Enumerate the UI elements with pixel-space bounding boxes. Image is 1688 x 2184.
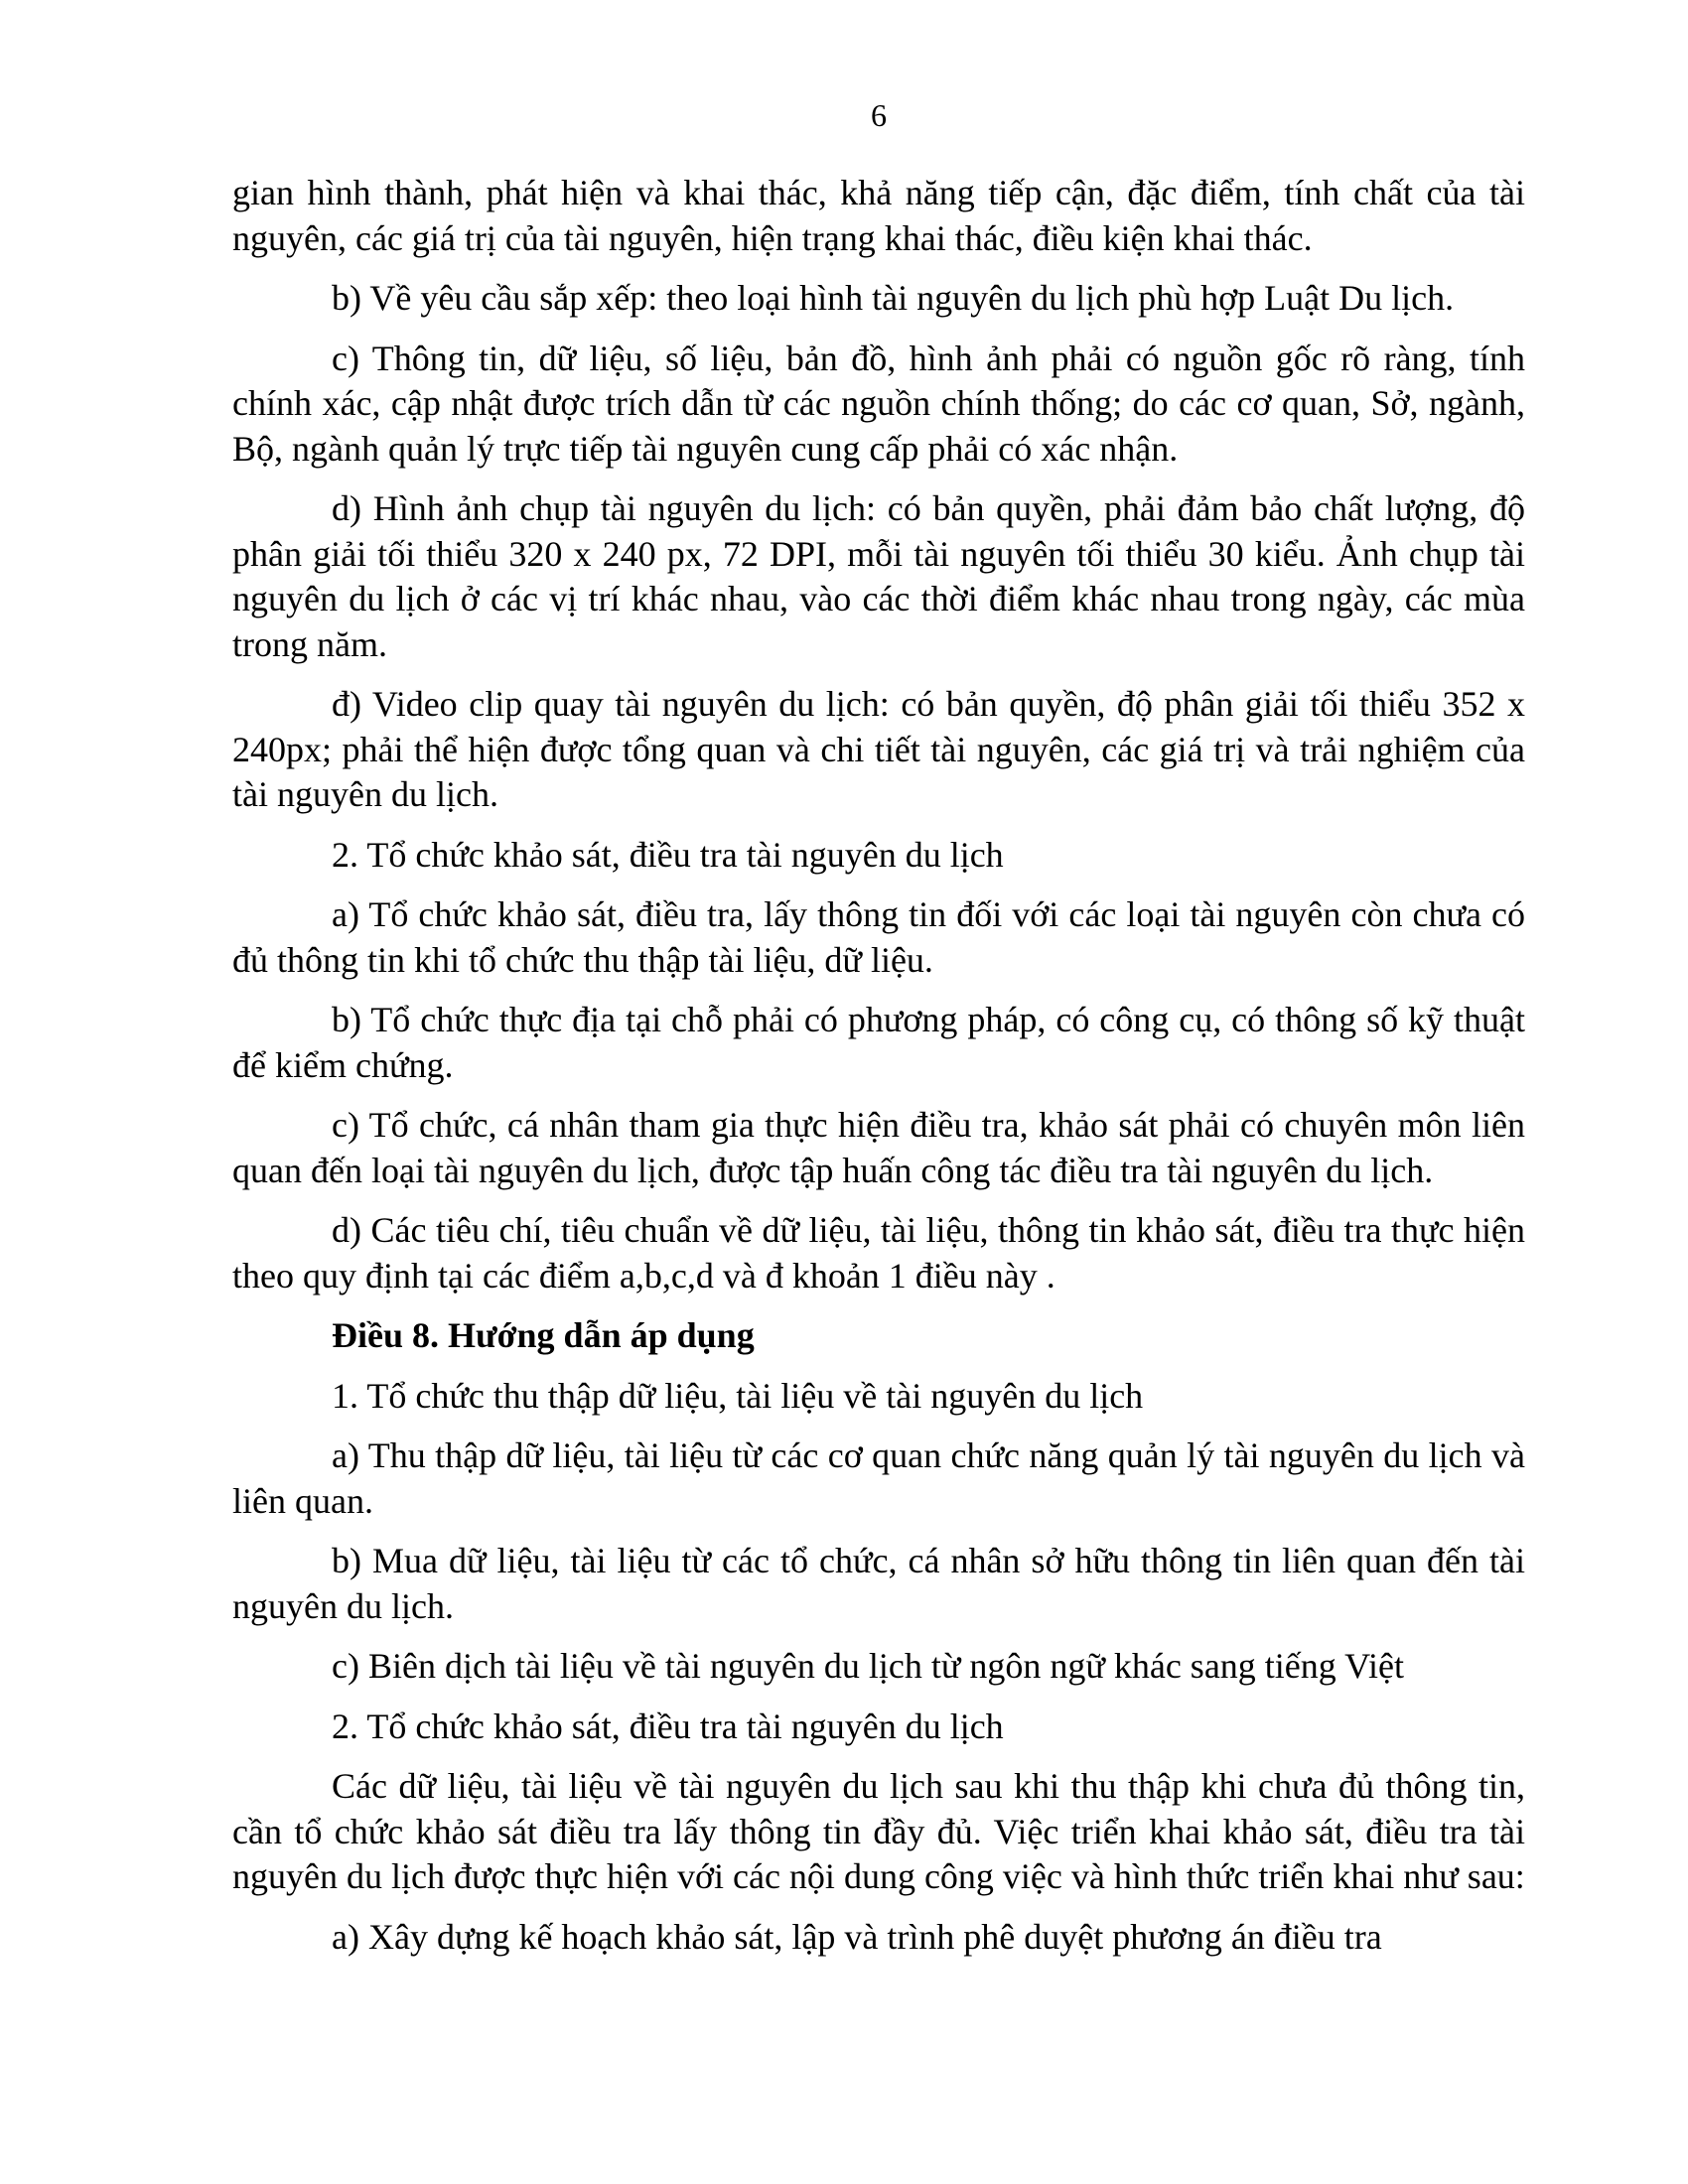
paragraph-8-2a: a) Xây dựng kế hoạch khảo sát, lập và trình phê duyệt phương án điều tra	[332, 1916, 1382, 1957]
paragraph-1c: c) Thông tin, dữ liệu, số liệu, bản đồ, hình ảnh phải có nguồn gốc rõ ràng, tính chính xác, cập nhật được trích dẫn từ các nguồn chính thống; do các cơ quan, Sở, ngành, Bộ, ngành quản lý trực tiếp tài nguyên cung cấp phải có xác nhận.	[232, 338, 1525, 469]
paragraph-1dd: đ) Video clip quay tài nguyên du lịch: có bản quyền, độ phân giải tối thiểu 352 x 240px; phải thể hiện được tổng quan và chi tiết tài nguyên, các giá trị và trải nghiệm của tài nguyên du lịch.	[232, 684, 1525, 814]
paragraph-2c: c) Tổ chức, cá nhân tham gia thực hiện điều tra, khảo sát phải có chuyên môn liên quan đến loại tài nguyên du lịch, được tập huấn công tác điều tra tài nguyên du lịch.	[232, 1105, 1525, 1190]
paragraph-8-1c: c) Biên dịch tài liệu về tài nguyên du lịch từ ngôn ngữ khác sang tiếng Việt	[332, 1646, 1404, 1686]
paragraph-1b: b) Về yêu cầu sắp xếp: theo loại hình tài nguyên du lịch phù hợp Luật Du lịch.	[332, 278, 1455, 318]
paragraph-8-1b: b) Mua dữ liệu, tài liệu từ các tổ chức, cá nhân sở hữu thông tin liên quan đến tài nguyên du lịch.	[232, 1541, 1525, 1626]
paragraph-2a: a) Tổ chức khảo sát, điều tra, lấy thông tin đối với các loại tài nguyên còn chưa có đủ thông tin khi tổ chức thu thập tài liệu, dữ liệu.	[232, 894, 1525, 980]
paragraph-2b: b) Tổ chức thực địa tại chỗ phải có phương pháp, có công cụ, có thông số kỹ thuật để kiểm chứng.	[232, 1000, 1525, 1085]
document-body	[232, 171, 1525, 1975]
article-8-heading: Điều 8. Hướng dẫn áp dụng	[332, 1315, 755, 1355]
page-number: 6	[871, 97, 887, 133]
paragraph-continuation: gian hình thành, phát hiện và khai thác, khả năng tiếp cận, đặc điểm, tính chất của tài nguyên, các giá trị của tài nguyên, hiện trạng khai thác, điều kiện khai thác.	[232, 173, 1525, 258]
paragraph-1d: d) Hình ảnh chụp tài nguyên du lịch: có bản quyền, phải đảm bảo chất lượng, độ phân giải tối thiểu 320 x 240 px, 72 DPI, mỗi tài nguyên tối thiểu 30 kiểu. Ảnh chụp tài nguyên du lịch ở các vị trí khác nhau, vào các thời điểm khác nhau trong ngày, các mùa trong năm.	[232, 488, 1525, 664]
paragraph-8-1: 1. Tổ chức thu thập dữ liệu, tài liệu về tài nguyên du lịch	[332, 1375, 1144, 1416]
paragraph-8-2-intro: Các dữ liệu, tài liệu về tài nguyên du lịch sau khi thu thập khi chưa đủ thông tin, cần tổ chức khảo sát điều tra lấy thông tin đầy đủ. Việc triển khai khảo sát, điều tra tài nguyên du lịch được thực hiện với các nội dung công việc và hình thức triển khai như sau:	[232, 1766, 1525, 1896]
paragraph-8-1a: a) Thu thập dữ liệu, tài liệu từ các cơ quan chức năng quản lý tài nguyên du lịch và liên quan.	[232, 1435, 1525, 1521]
paragraph-8-2: 2. Tổ chức khảo sát, điều tra tài nguyên du lịch	[332, 1706, 1004, 1746]
paragraph-section-2: 2. Tổ chức khảo sát, điều tra tài nguyên du lịch	[332, 834, 1004, 875]
paragraph-2d: d) Các tiêu chí, tiêu chuẩn về dữ liệu, tài liệu, thông tin khảo sát, điều tra thực hiện theo quy định tại các điểm a,b,c,d và đ khoản 1 điều này .	[232, 1210, 1525, 1296]
